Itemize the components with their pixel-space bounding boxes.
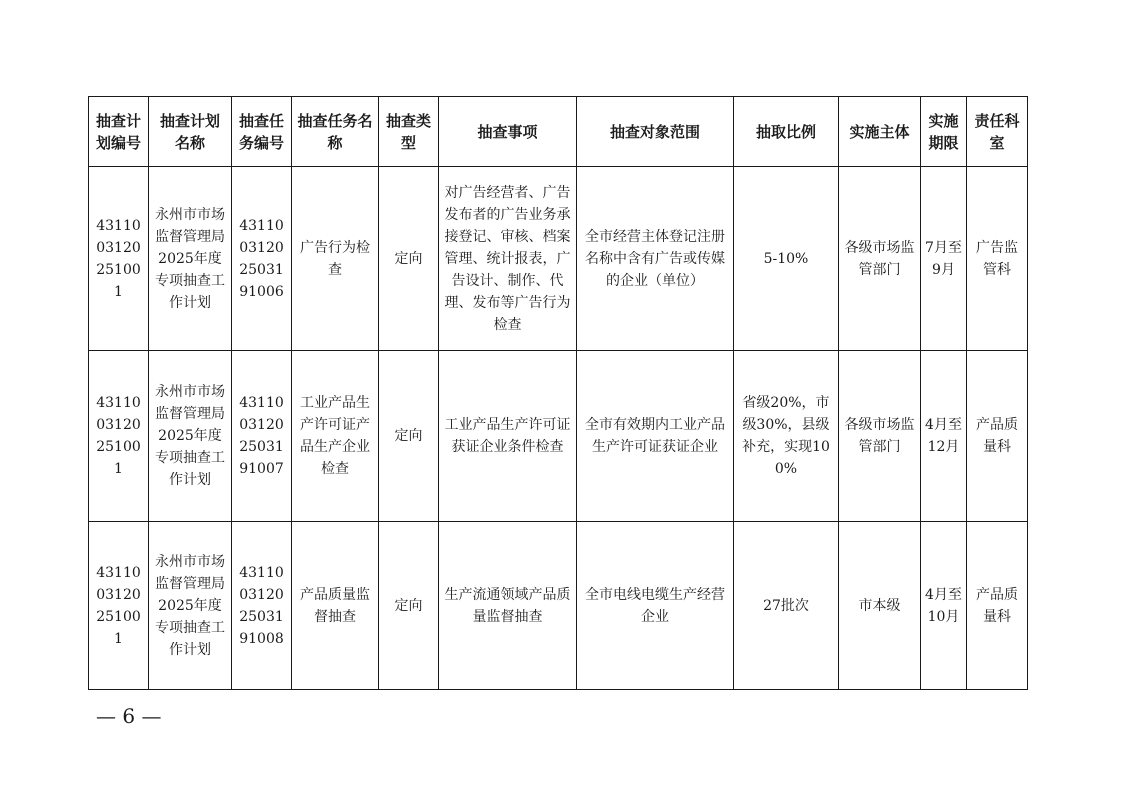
cell-scope: 全市电线电缆生产经营企业 <box>577 522 734 690</box>
cell-plan-name: 永州市市场监督管理局2025年度专项抽查工作计划 <box>149 167 232 351</box>
header-ratio: 抽取比例 <box>734 97 839 167</box>
header-scope: 抽查对象范围 <box>577 97 734 167</box>
header-item: 抽查事项 <box>439 97 577 167</box>
header-row <box>89 97 1028 167</box>
page-number: — 6 — <box>96 704 162 728</box>
cell-task-no: 43110031202503191007 <box>232 351 292 522</box>
header-period: 实施期限 <box>921 97 967 167</box>
cell-item: 对广告经营者、广告发布者的广告业务承接登记、审核、档案管理、统计报表，广告设计、制作、代理、发布等广告行为检查 <box>439 167 577 351</box>
cell-type: 定向 <box>379 167 439 351</box>
cell-scope: 全市有效期内工业产品生产许可证获证企业 <box>577 351 734 522</box>
cell-plan-no: 4311003120251001 <box>89 351 149 522</box>
cell-dept: 产品质量科 <box>967 351 1028 522</box>
cell-plan-no: 4311003120251001 <box>89 167 149 351</box>
cell-plan-name: 永州市市场监督管理局2025年度专项抽查工作计划 <box>149 522 232 690</box>
cell-type: 定向 <box>379 351 439 522</box>
cell-task-no: 43110031202503191006 <box>232 167 292 351</box>
cell-subject: 各级市场监管部门 <box>839 351 921 522</box>
header-task-name: 抽查任务名称 <box>292 97 379 167</box>
cell-plan-name: 永州市市场监督管理局2025年度专项抽查工作计划 <box>149 351 232 522</box>
inspection-plan-table <box>88 96 1028 690</box>
cell-period: 4月至10月 <box>921 522 967 690</box>
header-dept: 责任科室 <box>967 97 1028 167</box>
header-plan-name: 抽查计划名称 <box>149 97 232 167</box>
cell-scope: 全市经营主体登记注册名称中含有广告或传媒的企业（单位） <box>577 167 734 351</box>
cell-task-name: 工业产品生产许可证产品生产企业检查 <box>292 351 379 522</box>
cell-ratio: 27批次 <box>734 522 839 690</box>
header-plan-no: 抽查计划编号 <box>89 97 149 167</box>
header-subject: 实施主体 <box>839 97 921 167</box>
cell-ratio: 5-10% <box>734 167 839 351</box>
cell-period: 4月至12月 <box>921 351 967 522</box>
cell-item: 生产流通领域产品质量监督抽查 <box>439 522 577 690</box>
header-task-no: 抽查任务编号 <box>232 97 292 167</box>
cell-task-name: 产品质量监督抽查 <box>292 522 379 690</box>
cell-subject: 各级市场监管部门 <box>839 167 921 351</box>
table-row <box>89 522 1028 690</box>
cell-dept: 广告监管科 <box>967 167 1028 351</box>
table-row <box>89 351 1028 522</box>
cell-plan-no: 4311003120251001 <box>89 522 149 690</box>
cell-item: 工业产品生产许可证获证企业条件检查 <box>439 351 577 522</box>
cell-dept: 产品质量科 <box>967 522 1028 690</box>
cell-subject: 市本级 <box>839 522 921 690</box>
cell-task-name: 广告行为检查 <box>292 167 379 351</box>
cell-task-no: 43110031202503191008 <box>232 522 292 690</box>
cell-type: 定向 <box>379 522 439 690</box>
table-row <box>89 167 1028 351</box>
header-type: 抽查类型 <box>379 97 439 167</box>
cell-ratio: 省级20%，市级30%，县级补充，实现100% <box>734 351 839 522</box>
cell-period: 7月至9月 <box>921 167 967 351</box>
